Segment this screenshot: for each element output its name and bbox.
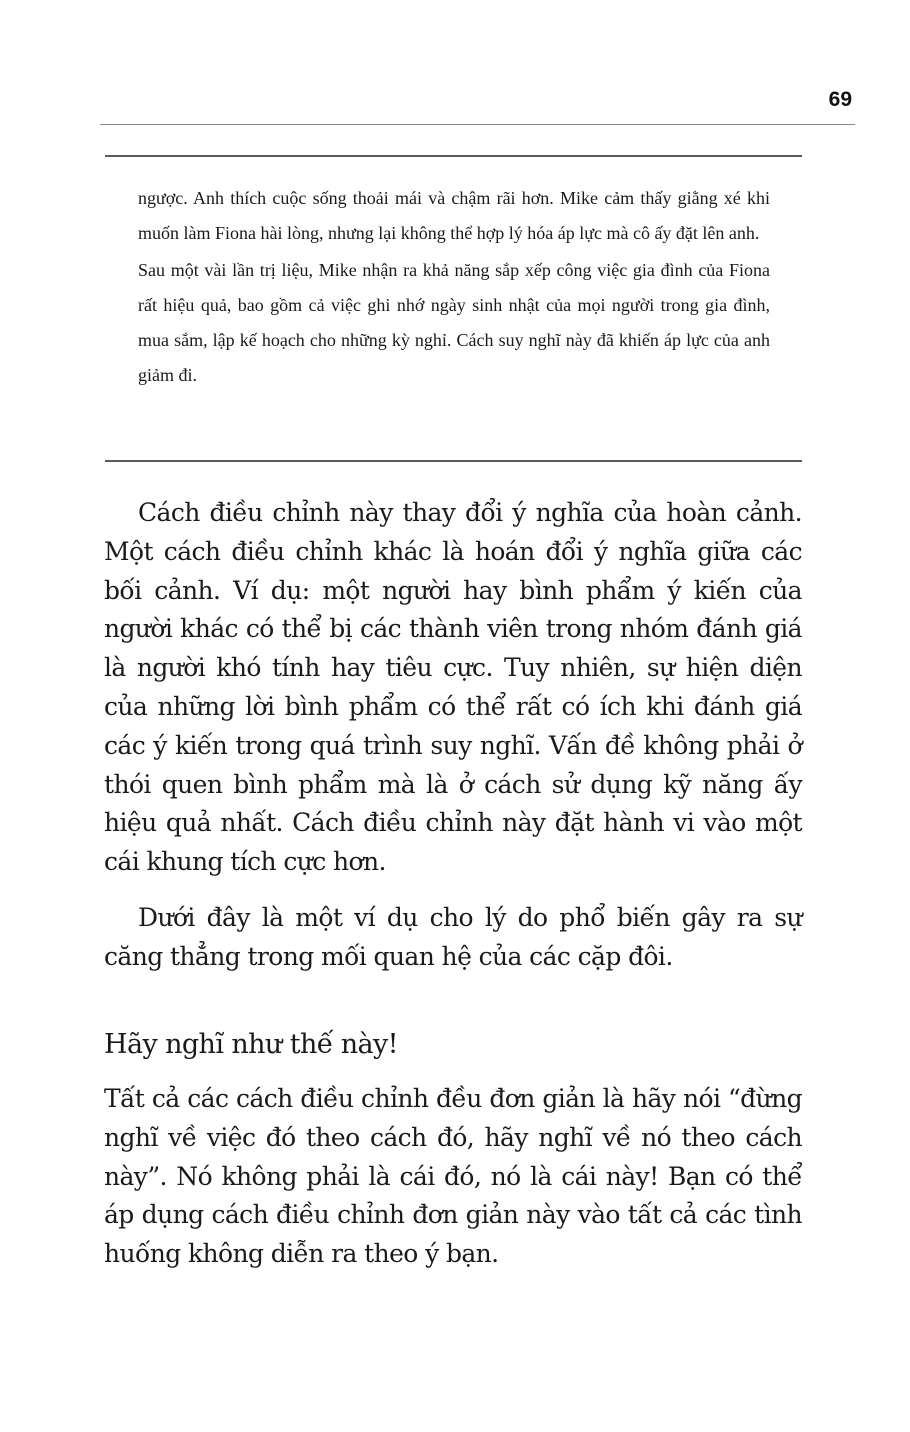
header-rule bbox=[100, 124, 855, 125]
case-study-paragraph: ngược. Anh thích cuộc sống thoải mái và chậm rãi hơn. Mike cảm thấy giằng xé khi muốn làm Fiona hài lòng, nhưng lại không thể hợp lý hóa áp lực mà cô ấy đặt lên anh. bbox=[138, 188, 770, 243]
body-paragraph-text: Tất cả các cách điều chỉnh đều đơn giản là hãy nói “đừng nghĩ về việc đó theo cách đó, hãy nghĩ về nó theo cách này”. Nó không phải là cái đó, nó là cái này! Bạn có thể áp dụng cách điều chỉnh đơn giản này vào tất cả các tình huống không diễn ra theo ý bạn. bbox=[104, 1084, 802, 1269]
body-paragraph-think-like-this bbox=[104, 1080, 802, 1274]
sidebar-bottom-rule bbox=[105, 460, 802, 462]
body-paragraph-reframing bbox=[104, 494, 802, 882]
body-paragraph-example-intro bbox=[104, 899, 802, 977]
sidebar-top-rule bbox=[105, 155, 802, 157]
case-study-paragraph: Sau một vài lần trị liệu, Mike nhận ra khả năng sắp xếp công việc gia đình của Fiona rất hiệu quả, bao gồm cả việc ghi nhớ ngày sinh nhật của mọi người trong gia đình, mua sắm, lập kế hoạch cho những kỳ nghỉ. Cách suy nghĩ này đã khiến áp lực của anh giảm đi. bbox=[138, 260, 770, 385]
body-paragraph-text: Dưới đây là một ví dụ cho lý do phổ biến gây ra sự căng thẳng trong mối quan hệ của các cặp đôi. bbox=[104, 903, 802, 971]
page-number: 69 bbox=[828, 88, 852, 111]
body-paragraph-text: Cách điều chỉnh này thay đổi ý nghĩa của hoàn cảnh. Một cách điều chỉnh khác là hoán đổi ý nghĩa giữa các bối cảnh. Ví dụ: một người hay bình phẩm ý kiến của người khác có thể bị các thành viên trong nhóm đánh giá là người khó tính hay tiêu cực. Tuy nhiên, sự hiện diện của những lời bình phẩm có thể rất có ích khi đánh giá các ý kiến trong quá trình suy nghĩ. Vấn đề không phải ở thói quen bình phẩm mà là ở cách sử dụng kỹ năng ấy hiệu quả nhất. Cách điều chỉnh này đặt hành vi vào một cái khung tích cực hơn. bbox=[104, 498, 802, 877]
section-heading: Hãy nghĩ như thế này! bbox=[104, 1029, 398, 1060]
case-study-box bbox=[138, 181, 770, 395]
